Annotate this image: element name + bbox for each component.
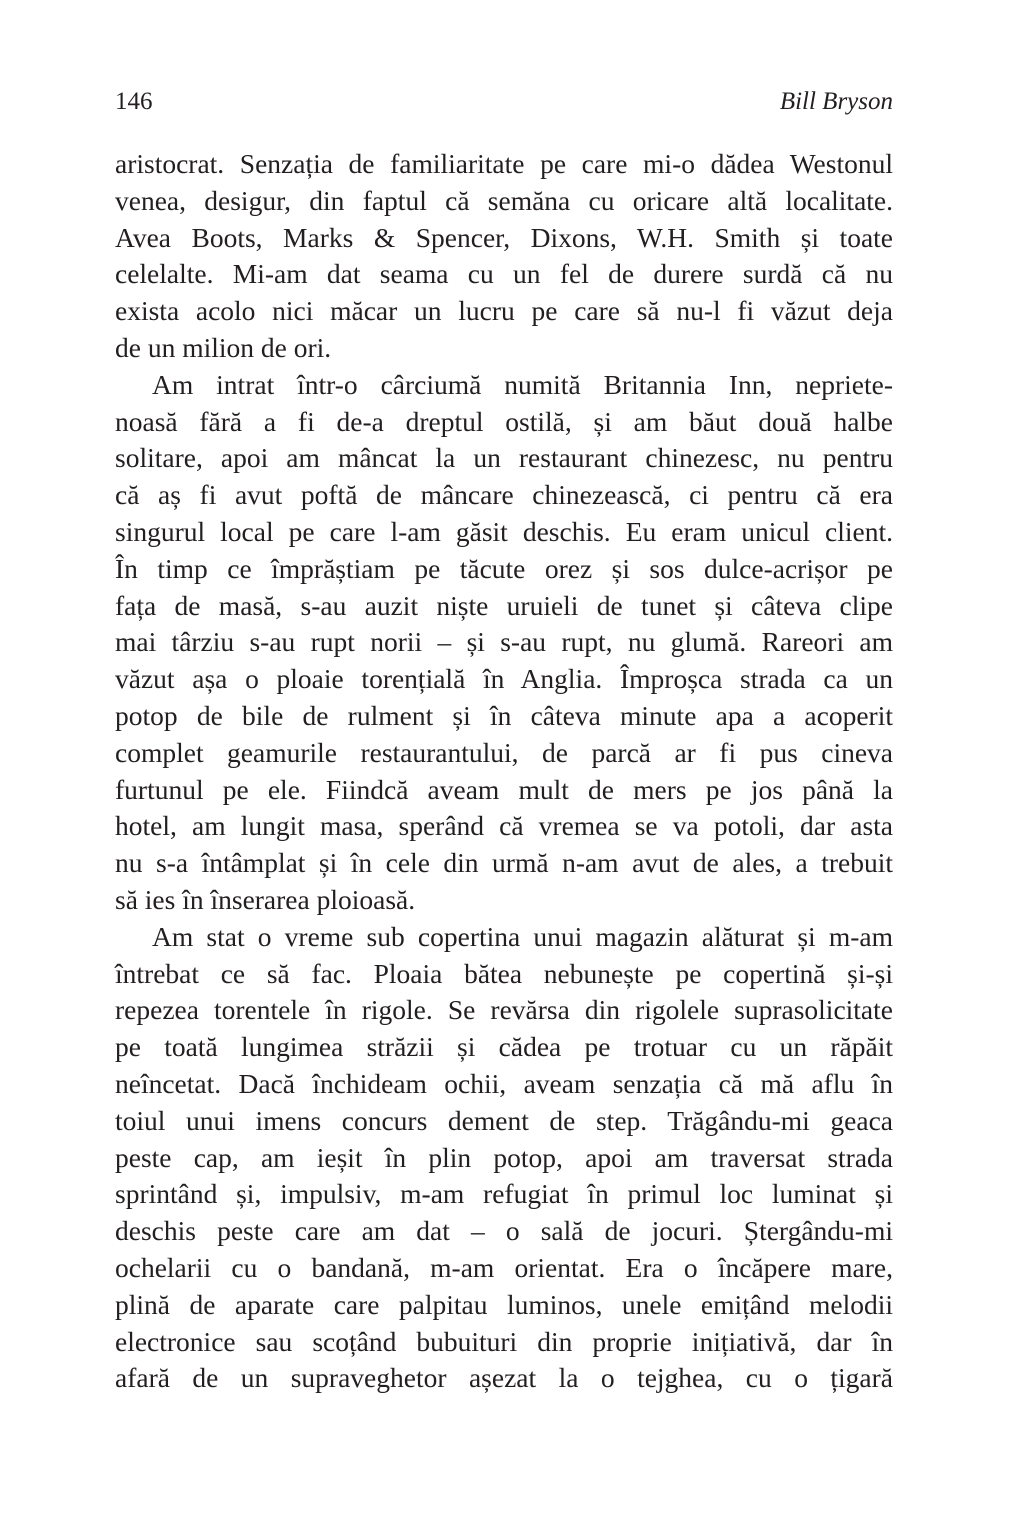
text-line: repezea torentele în rigole. Se revărsa din rigolele suprasolicitate — [115, 994, 893, 1026]
text-line: mai târziu s-au rupt norii – și s-au rupt, nu glumă. Rareori am — [115, 626, 893, 658]
text-line: aristocrat. Senzația de familiaritate pe care mi-o dădea Westonul — [115, 148, 893, 179]
text-line: solitare, apoi am mâncat la un restaurant chinezesc, nu pentru — [115, 442, 893, 474]
text-line: singurul local pe care l-am găsit deschis. Eu eram unicul client. — [115, 515, 893, 547]
paragraph — [115, 146, 893, 367]
text-line: întrebat ce să fac. Ploaia bătea nebunește pe copertină și-și — [115, 957, 893, 989]
text-line: peste cap, am ieșit în plin potop, apoi am traversat strada — [115, 1141, 893, 1173]
text-line: să ies în înserarea ploioasă. — [115, 883, 416, 915]
running-title: Bill Bryson — [779, 88, 893, 115]
text-line: hotel, am lungit masa, sperând că vremea se va potoli, dar asta — [115, 810, 893, 842]
text-line: afară de un supraveghetor așezat la o tejghea, cu o țigară — [115, 1362, 893, 1394]
text-line: Am intrat într-o cârciumă numită Britannia Inn, nepriete- — [152, 368, 893, 400]
text-line: fața de masă, s-au auzit niște uruieli de tunet și câteva clipe — [115, 589, 893, 621]
text-line: ochelarii cu o bandană, m-am orientat. Era o încăpere mare, — [115, 1251, 893, 1283]
text-line: neîncetat. Dacă închideam ochii, aveam senzația că mă aflu în — [115, 1067, 893, 1099]
paragraph — [115, 919, 893, 1397]
page-number: 146 — [115, 88, 153, 115]
text-line: Am stat o vreme sub copertina unui magazin alăturat și m-am — [152, 920, 893, 952]
text-line: exista acolo nici măcar un lucru pe care să nu-l fi văzut deja — [115, 295, 893, 327]
text-line: potop de bile de rulment și în câteva minute apa a acoperit — [115, 699, 893, 731]
text-line: noasă fără a fi de-a dreptul ostilă, și am băut două halbe — [115, 405, 893, 437]
text-line: văzut așa o ploaie torențială în Anglia. Împroșca strada ca un — [115, 663, 893, 695]
text-line: furtunul pe ele. Fiindcă aveam mult de mers pe jos până la — [115, 773, 893, 805]
body-text — [115, 146, 893, 1397]
text-line: Avea Boots, Marks & Spencer, Dixons, W.H. Smith și toate — [115, 221, 893, 253]
text-line: de un milion de ori. — [115, 331, 332, 363]
text-line: În timp ce împrăștiam pe tăcute orez și sos dulce-acrișor pe — [115, 552, 893, 584]
paragraph — [115, 367, 893, 919]
text-line: complet geamurile restaurantului, de parcă ar fi pus cineva — [115, 736, 893, 768]
text-line: plină de aparate care palpitau luminos, unele emițând melodii — [115, 1288, 893, 1320]
text-line: electronice sau scoțând bubuituri din proprie inițiativă, dar în — [115, 1325, 893, 1357]
text-line: pe toată lungimea străzii și cădea pe trotuar cu un răpăit — [115, 1031, 893, 1063]
text-line: celelalte. Mi-am dat seama cu un fel de durere surdă că nu — [115, 258, 893, 290]
text-line: toiul unui imens concurs dement de step. Trăgându-mi geaca — [115, 1104, 893, 1136]
text-line: sprintând și, impulsiv, m-am refugiat în primul loc luminat și — [115, 1178, 893, 1210]
text-line: nu s-a întâmplat și în cele din urmă n-am avut de ales, a trebuit — [115, 847, 893, 879]
text-line: venea, desigur, din faptul că semăna cu oricare altă localitate. — [115, 184, 893, 216]
page-header — [115, 88, 893, 124]
text-line: că aș fi avut poftă de mâncare chinezească, ci pentru că era — [115, 479, 893, 511]
text-line: deschis peste care am dat – o sală de jocuri. Ștergându-mi — [115, 1215, 893, 1247]
